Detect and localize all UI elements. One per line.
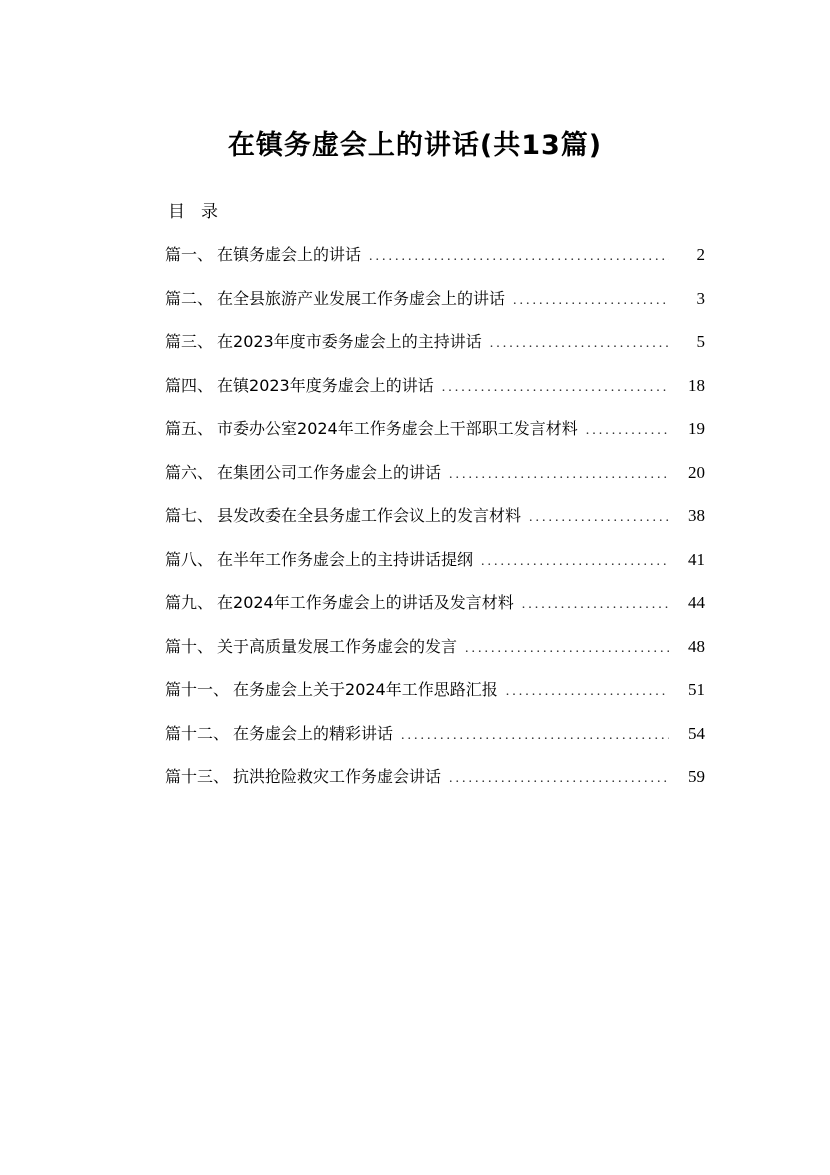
toc-entry-title: 在镇2023年度务虚会上的讲话 <box>217 375 434 395</box>
toc-entry[interactable] <box>165 675 705 719</box>
toc-entry-page: 38 <box>688 506 705 525</box>
toc-entry-title: 在全县旅游产业发展工作务虚会上的讲话 <box>217 288 506 308</box>
toc-entry[interactable] <box>165 501 705 545</box>
toc-entry-page: 59 <box>688 767 705 786</box>
toc-dot-leader <box>481 547 669 577</box>
toc-entry[interactable] <box>165 414 705 458</box>
toc-entry-title: 在务虚会上的精彩讲话 <box>233 723 394 743</box>
toc-dot-leader <box>522 590 669 620</box>
toc-dot-leader <box>442 373 669 403</box>
toc-entry-title: 县发改委在全县务虚工作会议上的发言材料 <box>217 506 522 525</box>
toc-entry-number: 篇四、 <box>165 375 214 395</box>
toc-entry-title: 在2023年度市委务虚会上的主持讲话 <box>217 332 482 351</box>
toc-entry-page: 41 <box>688 549 705 569</box>
toc-entry-page: 2 <box>696 245 705 264</box>
toc-entry[interactable] <box>165 719 705 763</box>
toc-entry[interactable] <box>165 632 705 676</box>
toc-entry-page: 54 <box>688 723 705 743</box>
toc-entry-number: 篇十二、 <box>165 723 230 743</box>
toc-entry-page: 3 <box>696 288 705 308</box>
toc-entry[interactable] <box>165 588 705 632</box>
toc-dot-leader <box>449 460 669 490</box>
toc-dot-leader <box>401 721 669 751</box>
toc-entry-number: 篇一、 <box>165 245 214 264</box>
toc-dot-leader <box>490 329 669 359</box>
toc-entry-page: 18 <box>688 375 705 395</box>
toc-dot-leader <box>369 242 669 272</box>
toc-entry[interactable] <box>165 284 705 328</box>
toc-dot-leader <box>513 286 669 316</box>
toc-dot-leader <box>586 416 669 446</box>
toc-entry-page: 48 <box>688 636 705 656</box>
toc-entry[interactable] <box>165 458 705 502</box>
toc-entry-number: 篇七、 <box>165 506 214 525</box>
toc-entry-number: 篇九、 <box>165 593 214 612</box>
toc-entry-number: 篇十三、 <box>165 767 230 786</box>
toc-dot-leader <box>506 677 669 707</box>
toc-dot-leader <box>449 764 669 794</box>
toc-entry-page: 5 <box>696 332 705 351</box>
toc-entry[interactable] <box>165 762 705 806</box>
toc-entry-title: 关于高质量发展工作务虚会的发言 <box>217 636 458 656</box>
toc-entry-page: 51 <box>688 680 705 699</box>
toc-entry-number: 篇十、 <box>165 636 214 656</box>
toc-entry-number: 篇十一、 <box>165 680 230 699</box>
toc-entry-number: 篇八、 <box>165 549 214 569</box>
toc-entry-page: 19 <box>688 419 705 438</box>
toc-entry-number: 篇二、 <box>165 288 214 308</box>
toc-entry[interactable] <box>165 327 705 371</box>
document-title: 在镇务虚会上的讲话(共13篇) <box>227 130 603 161</box>
toc-entry-title: 市委办公室2024年工作务虚会上干部职工发言材料 <box>217 419 578 438</box>
toc-dot-leader <box>529 503 669 533</box>
toc-entry[interactable] <box>165 371 705 415</box>
table-of-contents <box>165 240 705 806</box>
toc-entry[interactable] <box>165 545 705 589</box>
toc-entry-title: 在半年工作务虚会上的主持讲话提纲 <box>217 549 474 569</box>
toc-entry-page: 44 <box>688 593 705 612</box>
toc-entry-number: 篇五、 <box>165 419 214 438</box>
toc-entry-title: 在务虚会上关于2024年工作思路汇报 <box>233 680 498 699</box>
toc-dot-leader <box>465 634 669 664</box>
toc-entry-number: 篇三、 <box>165 332 214 351</box>
toc-entry-title: 在集团公司工作务虚会上的讲话 <box>217 462 442 482</box>
toc-entry-number: 篇六、 <box>165 462 214 482</box>
toc-entry-title: 在镇务虚会上的讲话 <box>217 245 362 264</box>
toc-entry[interactable] <box>165 240 705 284</box>
toc-entry-title: 抗洪抢险救灾工作务虚会讲话 <box>233 767 442 786</box>
toc-entry-page: 20 <box>688 462 705 482</box>
toc-heading: 目录 <box>168 202 234 222</box>
toc-entry-title: 在2024年工作务虚会上的讲话及发言材料 <box>217 593 514 612</box>
